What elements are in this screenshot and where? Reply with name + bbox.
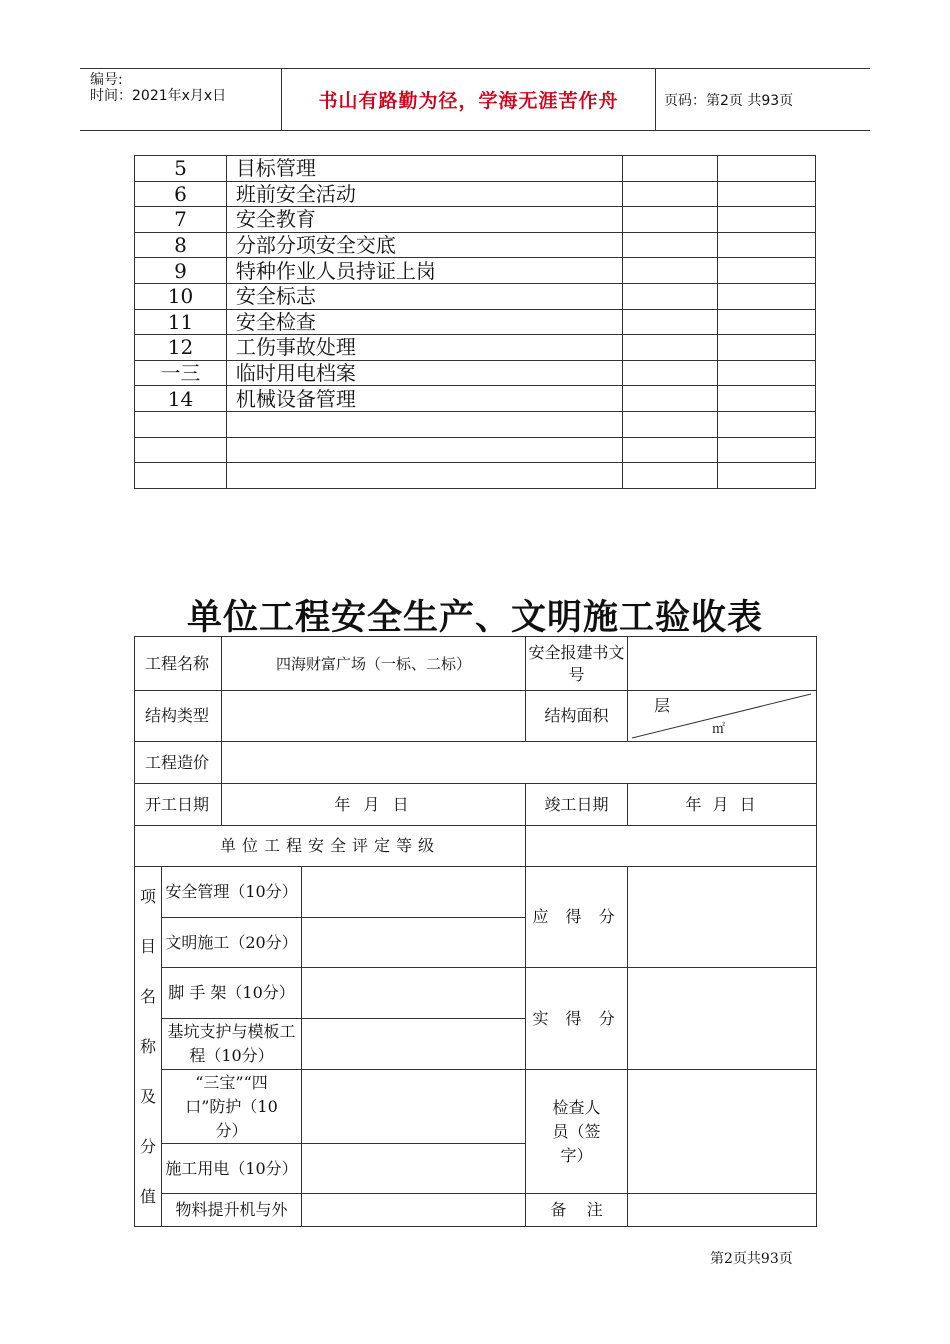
should-score-value[interactable] (628, 867, 817, 968)
checklist-item-name: 临时用电档案 (226, 360, 622, 386)
acceptance-form-table (134, 636, 817, 1227)
checklist-remark-cell[interactable] (718, 283, 816, 309)
category-char: 称 (139, 1036, 156, 1056)
structure-type-value[interactable] (222, 691, 526, 742)
checklist-row (135, 207, 816, 233)
item-label: 安全管理（10分） (162, 867, 302, 918)
page-header (80, 68, 870, 131)
checklist-check-cell[interactable] (623, 309, 718, 335)
time-label: 时间：2021年x月x日 (90, 88, 227, 104)
inspector-value[interactable] (628, 1070, 817, 1194)
checklist-remark-cell[interactable] (718, 232, 816, 258)
checklist-check-cell[interactable] (623, 258, 718, 284)
row-grade (135, 826, 817, 867)
checklist-number (135, 411, 227, 437)
item-score[interactable] (302, 968, 526, 1019)
header-meta (80, 69, 281, 130)
row-item-7 (135, 1194, 817, 1227)
checklist-number: 14 (135, 386, 227, 412)
checklist-row (135, 386, 816, 412)
header-motto-cell (281, 69, 656, 130)
checklist-item-name (226, 463, 622, 489)
checklist-remark-cell[interactable] (718, 463, 816, 489)
checklist-row (135, 156, 816, 182)
checklist-check-cell[interactable] (623, 156, 718, 182)
header-page-cell (656, 69, 870, 130)
checklist-remark-cell[interactable] (718, 156, 816, 182)
area-unit: ㎡ (712, 722, 726, 737)
item-label: 文明施工（20分） (162, 918, 302, 968)
safety-doc-label: 安全报建书文 号 (526, 637, 628, 691)
item-score[interactable] (302, 1019, 526, 1070)
category-char: 分 (139, 1136, 156, 1156)
checklist-check-cell[interactable] (623, 335, 718, 361)
checklist-item-name (226, 437, 622, 463)
checklist-remark-cell[interactable] (718, 207, 816, 233)
category-char: 及 (139, 1086, 156, 1106)
structure-area-cell[interactable] (628, 691, 817, 742)
safety-doc-value[interactable] (628, 637, 817, 691)
remarks-value[interactable] (628, 1194, 817, 1227)
category-char: 目 (139, 936, 156, 956)
checklist-number: 9 (135, 258, 227, 284)
checklist-check-cell[interactable] (623, 360, 718, 386)
checklist-remark-cell[interactable] (718, 258, 816, 284)
item-label: 脚 手 架（10分） (162, 968, 302, 1019)
item-label: 施工用电（10分） (162, 1144, 302, 1194)
checklist-number: 10 (135, 283, 227, 309)
structure-type-label: 结构类型 (135, 691, 222, 742)
item-score[interactable] (302, 1070, 526, 1144)
checklist-remark-cell[interactable] (718, 309, 816, 335)
floors-unit: 层 (654, 696, 671, 715)
checklist-check-cell[interactable] (623, 411, 718, 437)
item-score[interactable] (302, 1144, 526, 1194)
checklist-item-name: 安全标志 (226, 283, 622, 309)
start-date-label: 开工日期 (135, 784, 222, 826)
footer-page-info: 第2页共93页 (710, 1251, 793, 1267)
finish-date-label: 竣工日期 (526, 784, 628, 826)
actual-score-value[interactable] (628, 968, 817, 1070)
checklist-item-name: 分部分项安全交底 (226, 232, 622, 258)
item-label: 物料提升机与外 (162, 1194, 302, 1227)
checklist-item-name: 安全检查 (226, 309, 622, 335)
checklist-number: 一三 (135, 360, 227, 386)
project-name-value: 四海财富广场（一标、二标） (222, 637, 526, 691)
cost-value[interactable] (222, 742, 817, 784)
grade-label: 单位工程安全评定等级 (135, 826, 526, 867)
code-label: 编号: (90, 72, 123, 88)
checklist-item-name: 班前安全活动 (226, 181, 622, 207)
category-vertical-label (135, 867, 162, 1227)
checklist-check-cell[interactable] (623, 463, 718, 489)
checklist-body (135, 156, 816, 489)
checklist-number: 6 (135, 181, 227, 207)
item-label: “三宝”“四口”防护（10分） (162, 1070, 302, 1144)
checklist-check-cell[interactable] (623, 283, 718, 309)
header-page-info: 页码：第2页 共93页 (664, 92, 794, 109)
row-item-5 (135, 1070, 817, 1144)
checklist-row (135, 411, 816, 437)
should-score-label: 应 得 分 (526, 867, 628, 968)
checklist-table (134, 155, 816, 489)
checklist-remark-cell[interactable] (718, 411, 816, 437)
checklist-item-name (226, 411, 622, 437)
checklist-row (135, 258, 816, 284)
checklist-row (135, 309, 816, 335)
checklist-check-cell[interactable] (623, 181, 718, 207)
project-name-label: 工程名称 (135, 637, 222, 691)
item-score[interactable] (302, 867, 526, 918)
checklist-number: 8 (135, 232, 227, 258)
item-score[interactable] (302, 1194, 526, 1227)
row-cost (135, 742, 817, 784)
checklist-number: 12 (135, 335, 227, 361)
checklist-number: 7 (135, 207, 227, 233)
finish-date-value: 年 月 日 (628, 784, 817, 826)
inspector-label: 检查人员（签字） (526, 1070, 628, 1194)
remarks-label: 备 注 (526, 1194, 628, 1227)
category-char: 名 (139, 986, 156, 1006)
item-score[interactable] (302, 918, 526, 968)
checklist-row (135, 463, 816, 489)
checklist-item-name: 目标管理 (226, 156, 622, 182)
checklist-row (135, 335, 816, 361)
motto: 书山有路勤为径，学海无涯苦作舟 (318, 90, 619, 112)
checklist-remark-cell[interactable] (718, 181, 816, 207)
checklist-remark-cell[interactable] (718, 335, 816, 361)
row-dates (135, 784, 817, 826)
cost-label: 工程造价 (135, 742, 222, 784)
row-project-name (135, 637, 817, 691)
checklist-check-cell[interactable] (623, 207, 718, 233)
checklist-check-cell[interactable] (623, 232, 718, 258)
checklist-row (135, 181, 816, 207)
checklist-check-cell[interactable] (623, 386, 718, 412)
row-item-1 (135, 867, 817, 918)
checklist-check-cell[interactable] (623, 437, 718, 463)
category-char: 值 (139, 1186, 156, 1206)
checklist-item-name: 特种作业人员持证上岗 (226, 258, 622, 284)
item-label: 基坑支护与模板工程（10分） (162, 1019, 302, 1070)
checklist-item-name: 工伤事故处理 (226, 335, 622, 361)
checklist-row (135, 360, 816, 386)
checklist-row (135, 232, 816, 258)
checklist-number (135, 437, 227, 463)
category-char: 项 (139, 886, 156, 906)
checklist-number: 5 (135, 156, 227, 182)
checklist-item-name: 机械设备管理 (226, 386, 622, 412)
checklist-remark-cell[interactable] (718, 360, 816, 386)
start-date-value: 年 月 日 (222, 784, 526, 826)
grade-value[interactable] (526, 826, 817, 867)
actual-score-label: 实 得 分 (526, 968, 628, 1070)
checklist-row (135, 437, 816, 463)
checklist-row (135, 283, 816, 309)
row-structure (135, 691, 817, 742)
structure-area-label: 结构面积 (526, 691, 628, 742)
row-item-3 (135, 968, 817, 1019)
checklist-item-name: 安全教育 (226, 207, 622, 233)
checklist-remark-cell[interactable] (718, 386, 816, 412)
checklist-number (135, 463, 227, 489)
form-title: 单位工程安全生产、文明施工验收表 (186, 597, 763, 638)
checklist-number: 11 (135, 309, 227, 335)
checklist-remark-cell[interactable] (718, 437, 816, 463)
